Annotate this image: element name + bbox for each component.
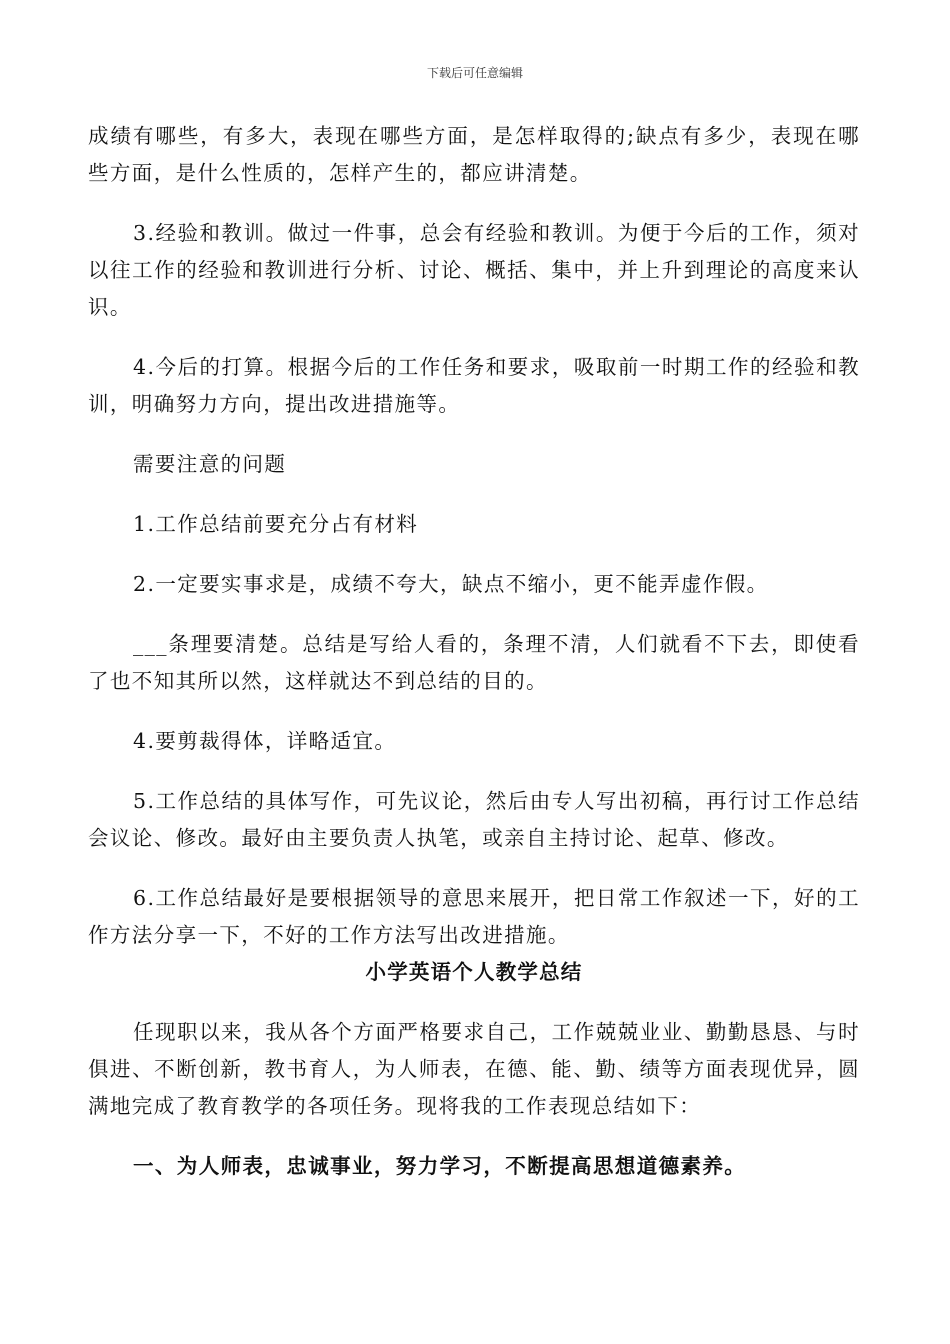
note-item-6: 6.工作总结最好是要根据领导的意思来展开，把日常工作叙述一下，好的工作方法分享一下，不好的工作方法写出改进措施。: [88, 886, 860, 947]
paragraph-achievements: 成绩有哪些，有多大，表现在哪些方面，是怎样取得的;缺点有多少，表现在哪些方面，是什么性质的，怎样产生的，都应讲清楚。: [88, 124, 860, 185]
paragraph-plans: 4.今后的打算。根据今后的工作任务和要求，吸取前一时期工作的经验和教训，明确努力方向，提出改进措施等。: [88, 355, 860, 416]
note-item-2: 2.一定要实事求是，成绩不夸大，缺点不缩小，更不能弄虚作假。: [133, 572, 769, 596]
note-item-3: ___条理要清楚。总结是写给人看的，条理不清，人们就看不下去，即使看了也不知其所以然，这样就达不到总结的目的。: [88, 632, 860, 693]
paragraph-intro: 任现职以来，我从各个方面严格要求自己，工作兢兢业业、勤勤恳恳、与时俱进、不断创新，教书育人，为人师表，在德、能、勤、绩等方面表现优异，圆满地完成了教育教学的各项任务。现将我的工作表现总结如下：: [88, 1020, 860, 1118]
page-header: 下载后可任意编辑: [426, 66, 523, 80]
subheading-1: 一、为人师表，忠诚事业，努力学习，不断提高思想道德素养。: [133, 1154, 747, 1178]
note-item-1: 1.工作总结前要充分占有材料: [133, 512, 419, 536]
section-heading-notes: 需要注意的问题: [133, 452, 287, 476]
note-item-4: 4.要剪裁得体，详略适宜。: [133, 729, 397, 753]
section-title: 小学英语个人教学总结: [365, 960, 583, 984]
paragraph-experience: 3.经验和教训。做过一件事，总会有经验和教训。为便于今后的工作，须对以往工作的经验和教训进行分析、讨论、概括、集中，并上升到理论的高度来认识。: [88, 221, 860, 319]
document-body: [88, 118, 860, 1185]
note-item-5: 5.工作总结的具体写作，可先议论，然后由专人写出初稿，再行讨工作总结会议论、修改。最好由主要负责人执笔，或亲自主持讨论、起草、修改。: [88, 789, 860, 850]
